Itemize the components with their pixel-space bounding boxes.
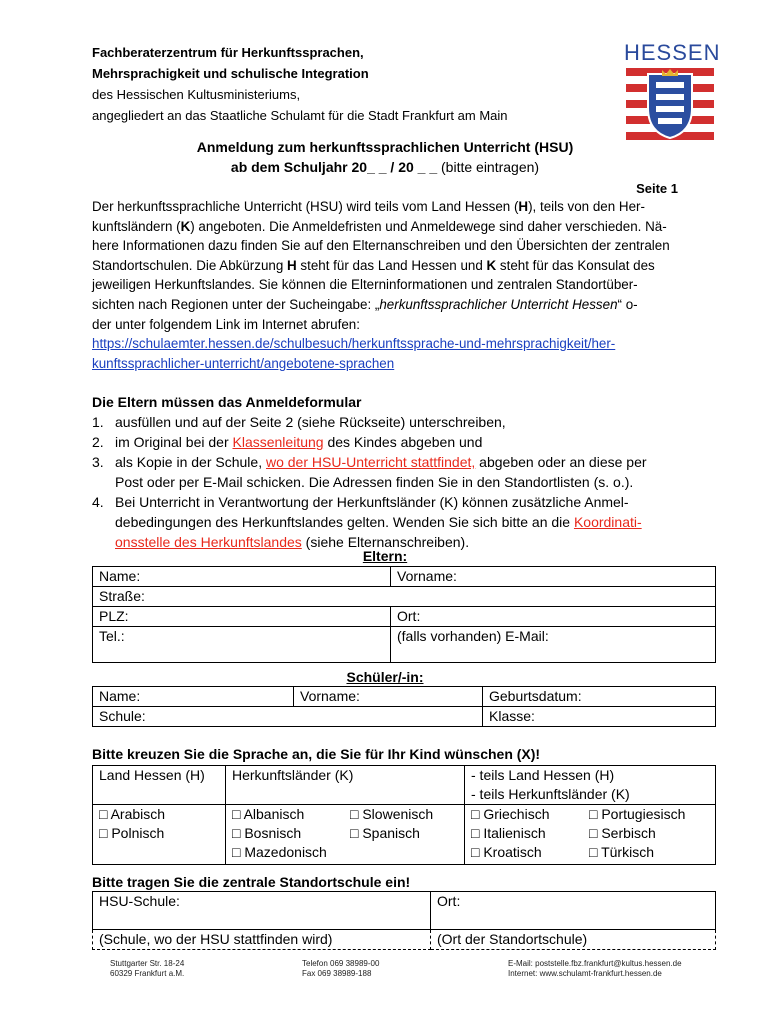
standort-ort-field[interactable]: Ort: (431, 892, 716, 930)
schueler-name-field[interactable]: Name: (93, 687, 294, 707)
school-year-hint: (bitte eintragen) (437, 159, 540, 175)
checkbox-albanisch[interactable]: □ Albanisch (232, 806, 305, 822)
org-name-line1: Fachberaterzentrum für Herkunftssprachen, (92, 45, 364, 60)
schueler-table (92, 686, 716, 727)
school-year-label: ab dem Schuljahr 20_ _ / 20 _ _ (230, 159, 438, 175)
page-number: Seite 1 (636, 181, 678, 196)
checkbox-tuerkisch[interactable]: □ Türkisch (589, 844, 654, 860)
eltern-plz-field[interactable]: PLZ: (93, 607, 391, 627)
eltern-tel-field[interactable]: Tel.: (93, 627, 391, 663)
hsu-info-link[interactable]: https://schulaemter.hessen.de/schulbesuch/herkunftssprache-und-mehrsprachigkeit/her- (92, 336, 616, 352)
col-land-hessen: Land Hessen (H) (93, 766, 226, 805)
checkbox-kroatisch[interactable]: □ Kroatisch (471, 844, 542, 860)
eltern-vorname-field[interactable]: Vorname: (391, 567, 716, 587)
checkbox-serbisch[interactable]: □ Serbisch (589, 825, 656, 841)
col-herkunftslaender: Herkunftsländer (K) (226, 766, 465, 805)
koordinationsstelle-link[interactable]: Koordinati- (573, 514, 642, 530)
schueler-schule-field[interactable]: Schule: (93, 707, 483, 727)
hessen-logo-text: HESSEN (624, 40, 721, 65)
eltern-strasse-field[interactable]: Straße: (93, 587, 716, 607)
checkbox-italienisch[interactable]: □ Italienisch (471, 825, 546, 841)
eltern-table (92, 566, 716, 663)
step-4: 4. Bei Unterricht in Verantwortung der Herkunftsländer (K) können zusätzliche Anmel- debedingungen des Herkunftslandes gelten. Wenden Sie sich bitte an die Koordinati- onsstelle des Herkunftslandes (siehe Elternanschreiben). (92, 494, 642, 550)
hsu-schule-field[interactable]: HSU-Schule: (93, 892, 431, 930)
eltern-name-field[interactable]: Name: (93, 567, 391, 587)
checkbox-mazedonisch[interactable]: □ Mazedonisch (232, 844, 327, 860)
checkbox-bosnisch[interactable]: □ Bosnisch (232, 825, 302, 841)
schueler-klasse-field[interactable]: Klasse: (483, 707, 716, 727)
intro-paragraph: Der herkunftssprachliche Unterricht (HSU) wird teils vom Land Hessen (H), teils von den Her- kunftsländern (K) angeboten. Die Anmeldefristen und Anmeldewege sind daher verschieden. Nä- here Informationen dazu finden Sie auf den Elternanschreiben und den Übersichten der zentralen Standortschulen. Die Abkürzung H steht für das Land Hessen und K steht für das Konsulat des jeweiligen Herkunftslandes. Sie können die Elterninformationen und zentralen Standortüber- sichten nach Regionen unter der Sucheingabe: „herkunftssprachlicher Unterricht Hessen“ o- der unter folgendem Link im Internet abrufen: https://schulaemter.hessen.de/schulbesuch/herkunftssprache-und-mehrsprachigkeit/her- kunftssprachlicher-unterricht/angebotene-sprachen (92, 199, 670, 371)
mixed-languages (465, 805, 716, 865)
checkbox-griechisch[interactable]: □ Griechisch (471, 806, 550, 822)
step-2: 2. im Original bei der Klassenleitung des Kindes abgeben und (92, 434, 483, 450)
footer-address: Stuttgarter Str. 18-24 60329 Frankfurt a.M. (110, 959, 185, 978)
hsu-location-link[interactable]: wo der HSU-Unterricht stattfindet, (265, 454, 476, 470)
steps-heading: Die Eltern müssen das Anmeldeformular (92, 394, 362, 410)
checkbox-arabisch[interactable]: □ Arabisch (99, 806, 166, 822)
step-1: 1. ausfüllen und auf der Seite 2 (siehe Rückseite) unterschreiben, (92, 414, 506, 430)
eltern-heading: Eltern: (362, 548, 408, 564)
steps-list (92, 392, 692, 552)
step-3: 3. als Kopie in der Schule, wo der HSU-Unterricht stattfindet, abgeben oder an diese per Post oder per E-Mail schicken. Die Adressen finden Sie in den Standortlisten (s. o.). (92, 454, 647, 490)
checkbox-spanisch[interactable]: □ Spanisch (350, 825, 420, 841)
hessen-languages (93, 805, 226, 865)
org-name-line3: des Hessischen Kultusministeriums, (92, 87, 301, 102)
checkbox-polnisch[interactable]: □ Polnisch (99, 825, 165, 841)
hsu-info-link-cont[interactable]: kunftssprachlicher-unterricht/angebotene-sprachen (92, 355, 395, 371)
hessen-coat-of-arms-icon (626, 68, 714, 140)
col-mixed: - teils Land Hessen (H) - teils Herkunftsländer (K) (465, 766, 716, 805)
footer-phone: Telefon 069 38989-00 Fax 069 38989-188 (302, 959, 380, 978)
standort-ort-hint: (Ort der Standortschule) (431, 930, 716, 950)
form-title: Anmeldung zum herkunftssprachlichen Unterricht (HSU) (196, 139, 574, 155)
sprache-heading: Bitte kreuzen Sie die Sprache an, die Sie für Ihr Kind wünschen (X)! (92, 746, 541, 762)
checkbox-slowenisch[interactable]: □ Slowenisch (350, 806, 434, 822)
schueler-heading: Schüler/-in: (346, 669, 424, 685)
checkbox-portugiesisch[interactable]: □ Portugiesisch (589, 806, 686, 822)
schueler-geburtsdatum-field[interactable]: Geburtsdatum: (483, 687, 716, 707)
footer-contact: E-Mail: poststelle.fbz.frankfurt@kultus.hessen.de Internet: www.schulamt-frankfurt.hessen.de (508, 959, 682, 978)
schueler-vorname-field[interactable]: Vorname: (294, 687, 483, 707)
hsu-schule-hint: (Schule, wo der HSU stattfinden wird) (93, 930, 431, 950)
koordinationsstelle-link-cont[interactable]: onsstelle des Herkunftslandes (115, 534, 302, 550)
standort-table (92, 891, 716, 950)
klassenleitung-link[interactable]: Klassenleitung (232, 434, 324, 450)
standort-heading: Bitte tragen Sie die zentrale Standortschule ein! (92, 874, 411, 890)
eltern-email-field[interactable]: (falls vorhanden) E-Mail: (391, 627, 716, 663)
sprache-table (92, 765, 716, 865)
eltern-ort-field[interactable]: Ort: (391, 607, 716, 627)
herkunft-languages (226, 805, 465, 865)
org-name-line4: angegliedert an das Staatliche Schulamt für die Stadt Frankfurt am Main (92, 108, 508, 123)
org-name-line2: Mehrsprachigkeit und schulische Integration (92, 66, 369, 81)
school-year-line (0, 159, 770, 175)
